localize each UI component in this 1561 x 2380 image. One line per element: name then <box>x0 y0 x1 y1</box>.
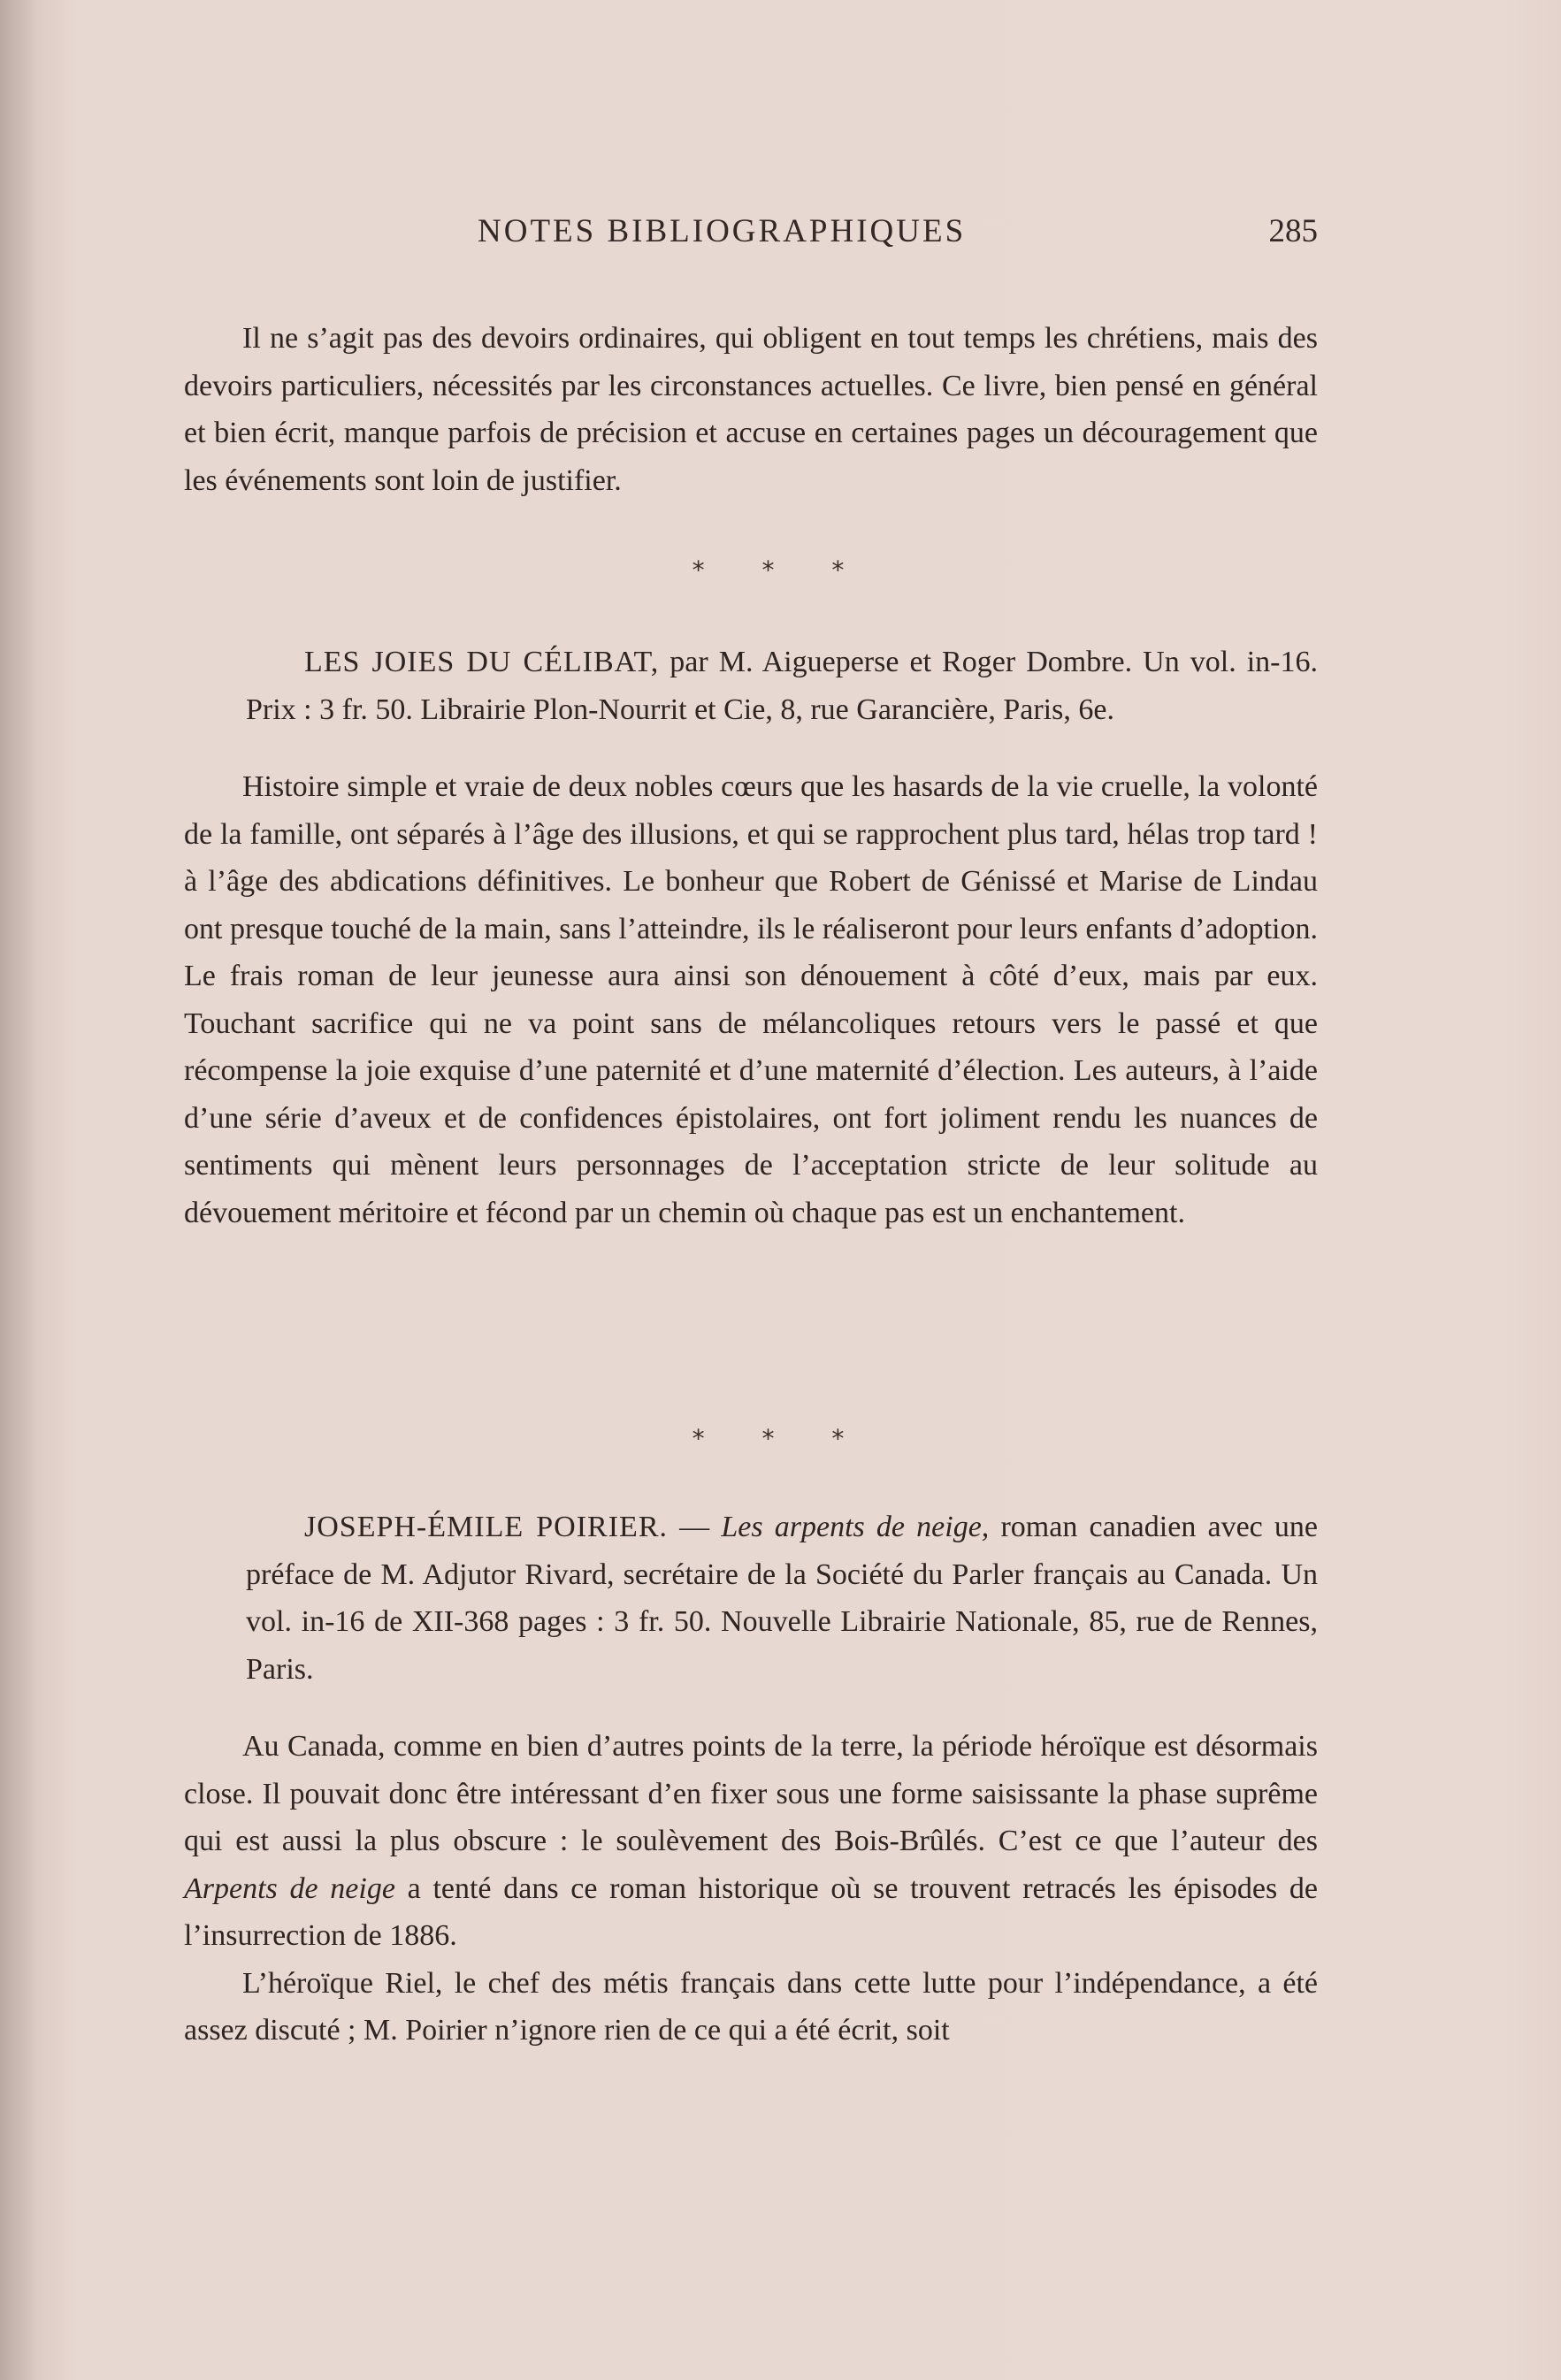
entry-2-dash: — <box>668 1511 722 1543</box>
entry-2-review-1-a: Au Canada, comme en bien d’autres points de la terre, la période héroïque est désormais close. Il pouvait donc être intéressant d’en fixer sous une forme saisissante la phase suprême qui est aussi la plus obscure : le soulèvement des Bois-Brûlés. C’est ce que l’auteur des <box>184 1730 1318 1857</box>
section-separator-2: * * * <box>692 1424 869 1453</box>
page-number: 285 <box>1268 213 1318 249</box>
entry-2-review-1-title: Arpents de neige <box>184 1871 395 1905</box>
continuation-block <box>184 315 1318 504</box>
running-head: NOTES BIBLIOGRAPHIQUES <box>478 213 967 249</box>
entry-2-citation-text: roman canadien avec une préface de M. Adjutor Rivard, secrétaire de la Société du Parler français au Canada. Un vol. in-16 de XII-368 pages : 3 fr. 50. Nouvelle Librairie Nationale, 85, rue de Rennes, Paris. <box>246 1511 1319 1686</box>
entry-2 <box>184 1504 1318 2055</box>
entry-1-citation-text: par M. Aigueperse et Roger Dombre. Un vol. in-16. Prix : 3 fr. 50. Librairie Plon-Nourrit et Cie, 8, rue Garancière, Paris, 6e. <box>246 646 1318 726</box>
entry-2-review-1 <box>184 1723 1318 1960</box>
entry-1-title: LES JOIES DU CÉLIBAT, <box>304 646 660 678</box>
entry-1 <box>184 639 1318 1236</box>
entry-1-citation <box>184 639 1318 733</box>
entry-2-book-title: Les arpents de neige, <box>721 1511 990 1543</box>
continuation-paragraph: Il ne s’agit pas des devoirs ordinaires, qui obligent en tout temps les chrétiens, mais des devoirs particuliers, nécessités par les circonstances actuelles. Ce livre, bien pensé en général et bien écrit, manque parfois de précision et accuse en certaines pages un découragement que les événements sont loin de justifier. <box>184 322 1318 497</box>
page-header <box>186 212 1318 256</box>
entry-1-review: Histoire simple et vraie de deux nobles cœurs que les hasards de la vie cruelle, la volonté de la famille, ont séparés à l’âge des illusions, et qui se rapprochent plus tard, hélas trop tard ! à l’âge des abdications définitives. Le bonheur que Robert de Génissé et Marise de Lindau ont presque touché de la main, sans l’atteindre, ils le réaliseront pour leurs enfants d’adoption. Le frais roman de leur jeunesse aura ainsi son dénouement à côté d’eux, mais par eux. Touchant sacrifice qui ne va point sans de mélancoliques retours vers le passé et que récompense la joie exquise d’une paternité et d’une maternité d’élection. Les auteurs, à l’aide d’une série d’aveux et de confidences épistolaires, ont fort joliment rendu les nuances de sentiments qui mènent leurs personnages de l’acceptation stricte de leur solitude au dévouement méritoire et fécond par un chemin où chaque pas est un enchantement. <box>184 770 1318 1229</box>
entry-2-review-2: L’héroïque Riel, le chef des métis français dans cette lutte pour l’indépendance, a été assez discuté ; M. Poirier n’ignore rien de ce qui a été écrit, soit <box>184 1966 1318 2047</box>
page-gutter-shadow <box>0 0 35 2380</box>
section-separator-1: * * * <box>692 555 869 585</box>
entry-2-review-1-b: a tenté dans ce roman historique où se trouvent retracés les épisodes de l’insurrection de 1886. <box>184 1871 1318 1952</box>
entry-2-author: JOSEPH-ÉMILE POIRIER. <box>304 1511 669 1543</box>
entry-2-citation <box>184 1504 1318 1693</box>
